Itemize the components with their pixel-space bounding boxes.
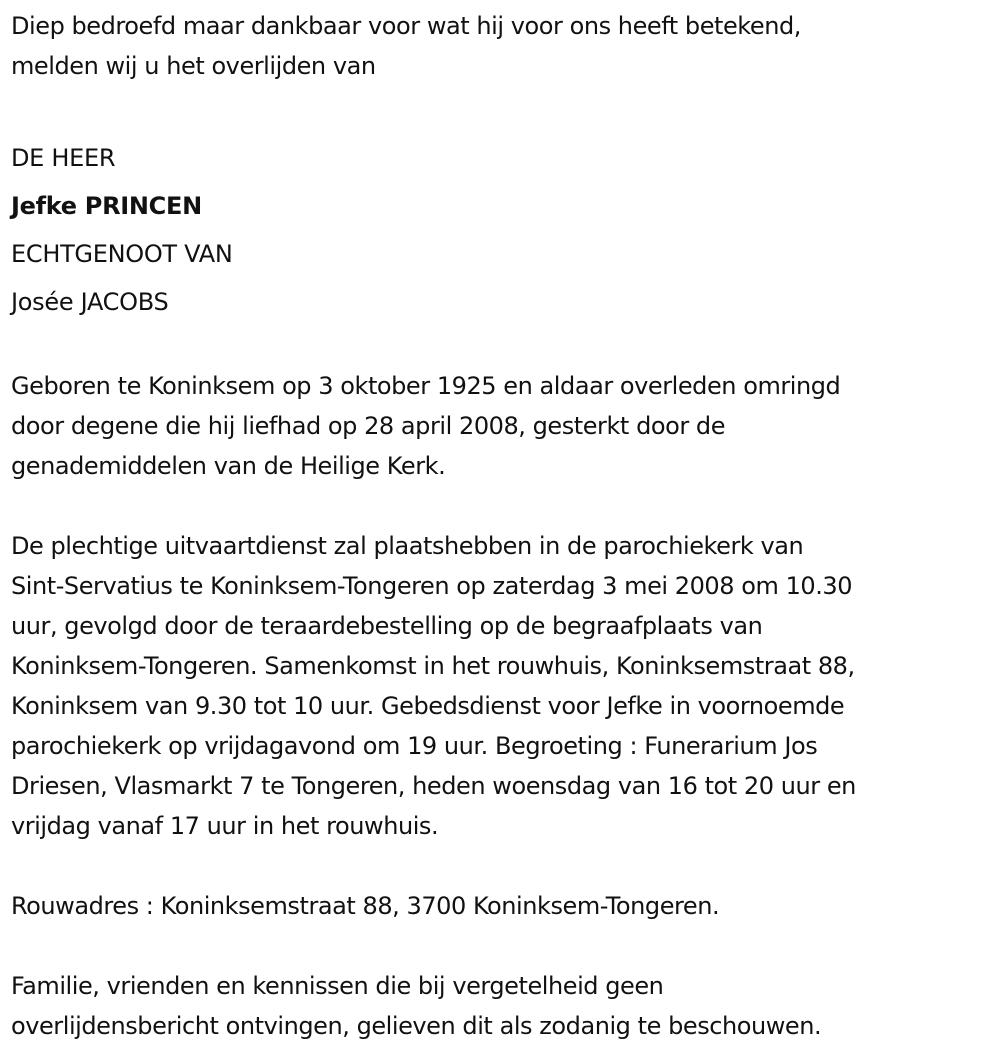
- service-line: Sint-Servatius te Koninksem-Tongeren op zaterdag 3 mei 2008 om 10.30: [11, 572, 853, 600]
- birth-line: door degene die hij liefhad op 28 april 2008, gesterkt door de: [11, 412, 726, 440]
- honorific-title: DE HEER: [11, 144, 116, 172]
- relation-label: ECHTGENOOT VAN: [11, 240, 233, 268]
- service-line: Koninksem-Tongeren. Samenkomst in het rouwhuis, Koninksemstraat 88,: [11, 652, 855, 680]
- spacer: [11, 486, 996, 526]
- spacer: [11, 846, 996, 886]
- closing-paragraph: [11, 966, 996, 1046]
- spacer: [11, 926, 996, 966]
- deceased-name: Jefke PRINCEN: [11, 192, 202, 220]
- deceased-block: [11, 134, 996, 326]
- spacer: [11, 326, 996, 366]
- intro-line: Diep bedroefd maar dankbaar voor wat hij voor ons heeft betekend,: [11, 12, 801, 40]
- service-line: De plechtige uitvaartdienst zal plaatshebben in de parochiekerk van: [11, 532, 804, 560]
- mourning-address: Rouwadres : Koninksemstraat 88, 3700 Koninksem-Tongeren.: [11, 892, 720, 920]
- service-line: Driesen, Vlasmarkt 7 te Tongeren, heden woensdag van 16 tot 20 uur en: [11, 772, 856, 800]
- service-line: uur, gevolgd door de teraardebestelling op de begraafplaats van: [11, 612, 763, 640]
- spouse-name: Josée JACOBS: [11, 288, 169, 316]
- service-paragraph: [11, 526, 996, 846]
- closing-line: Familie, vrienden en kennissen die bij vergetelheid geen: [11, 972, 664, 1000]
- spacer: [11, 86, 996, 126]
- service-line: vrijdag vanaf 17 uur in het rouwhuis.: [11, 812, 439, 840]
- address-paragraph: [11, 886, 996, 926]
- birth-paragraph: [11, 366, 996, 486]
- birth-line: genademiddelen van de Heilige Kerk.: [11, 452, 446, 480]
- closing-line: overlijdensbericht ontvingen, gelieven dit als zodanig te beschouwen.: [11, 1012, 822, 1040]
- service-line: parochiekerk op vrijdagavond om 19 uur. Begroeting : Funerarium Jos: [11, 732, 818, 760]
- birth-line: Geboren te Koninksem op 3 oktober 1925 en aldaar overleden omringd: [11, 372, 841, 400]
- obituary-notice: [11, 6, 996, 1046]
- intro-line: melden wij u het overlijden van: [11, 52, 376, 80]
- service-line: Koninksem van 9.30 tot 10 uur. Gebedsdienst voor Jefke in voornoemde: [11, 692, 845, 720]
- intro-paragraph: [11, 6, 996, 86]
